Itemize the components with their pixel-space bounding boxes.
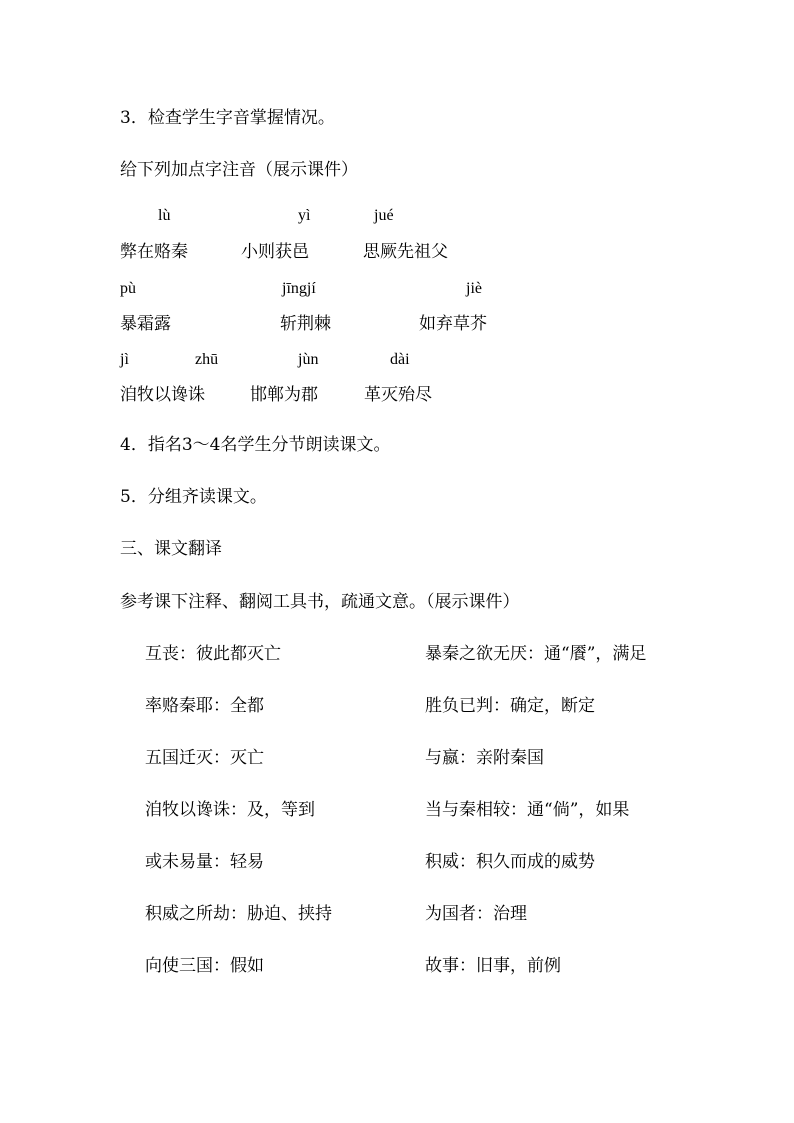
instruction-line: 给下列加点字注音（展示课件） — [120, 160, 358, 180]
pinyin-reading: jùn — [298, 351, 319, 368]
vocab-word: 思厥先祖父 — [363, 242, 448, 262]
pinyin-reading: jiè — [466, 280, 482, 297]
pinyin-reading: zhū — [195, 351, 219, 368]
item-5-line: 5．分组齐读课文。 — [120, 487, 267, 507]
vocab-word: 洎牧以谗诛 — [120, 385, 205, 405]
glossary-right: 胜负已判：确定，断定 — [425, 696, 595, 716]
vocab-word: 革灭殆尽 — [364, 385, 432, 405]
pinyin-reading: yì — [298, 207, 311, 224]
pinyin-reading: dài — [390, 351, 410, 368]
pinyin-reading: lù — [158, 207, 171, 224]
glossary-left: 率赂秦耶：全都 — [145, 696, 264, 716]
item-3-line: 3．检查学生字音掌握情况。 — [120, 108, 335, 128]
pinyin-reading: jué — [374, 207, 394, 224]
section-heading: 三、课文翻译 — [120, 539, 222, 559]
glossary-left: 洎牧以谗诛：及，等到 — [145, 800, 315, 820]
vocab-word: 小则获邑 — [241, 242, 309, 262]
vocab-word: 斩荆棘 — [280, 314, 331, 334]
vocab-word: 如弃草芥 — [419, 314, 487, 334]
glossary-right: 积威：积久而成的威势 — [425, 852, 595, 872]
glossary-left: 五国迁灭：灭亡 — [145, 748, 264, 768]
vocab-word: 邯郸为郡 — [250, 385, 318, 405]
glossary-right: 暴秦之欲无厌：通“餍”，满足 — [425, 644, 647, 664]
glossary-right: 故事：旧事，前例 — [425, 956, 561, 976]
glossary-left: 向使三国：假如 — [145, 956, 264, 976]
glossary-right: 与嬴：亲附秦国 — [425, 748, 544, 768]
vocab-word: 暴霜露 — [120, 314, 171, 334]
vocab-word: 弊在赂秦 — [120, 242, 188, 262]
reference-line: 参考课下注释、翻阅工具书，疏通文意。（展示课件） — [120, 592, 520, 612]
glossary-left: 互丧：彼此都灭亡 — [145, 644, 281, 664]
glossary-left: 积威之所劫：胁迫、挟持 — [145, 904, 332, 924]
pinyin-reading: pù — [120, 280, 136, 297]
glossary-right: 为国者：治理 — [425, 904, 527, 924]
pinyin-reading: jì — [120, 351, 129, 368]
glossary-left: 或未易量：轻易 — [145, 852, 264, 872]
pinyin-reading: jīngjí — [282, 280, 316, 297]
glossary-right: 当与秦相较：通“倘”，如果 — [425, 800, 630, 820]
item-4-line: 4．指名3～4名学生分节朗读课文。 — [120, 435, 391, 455]
